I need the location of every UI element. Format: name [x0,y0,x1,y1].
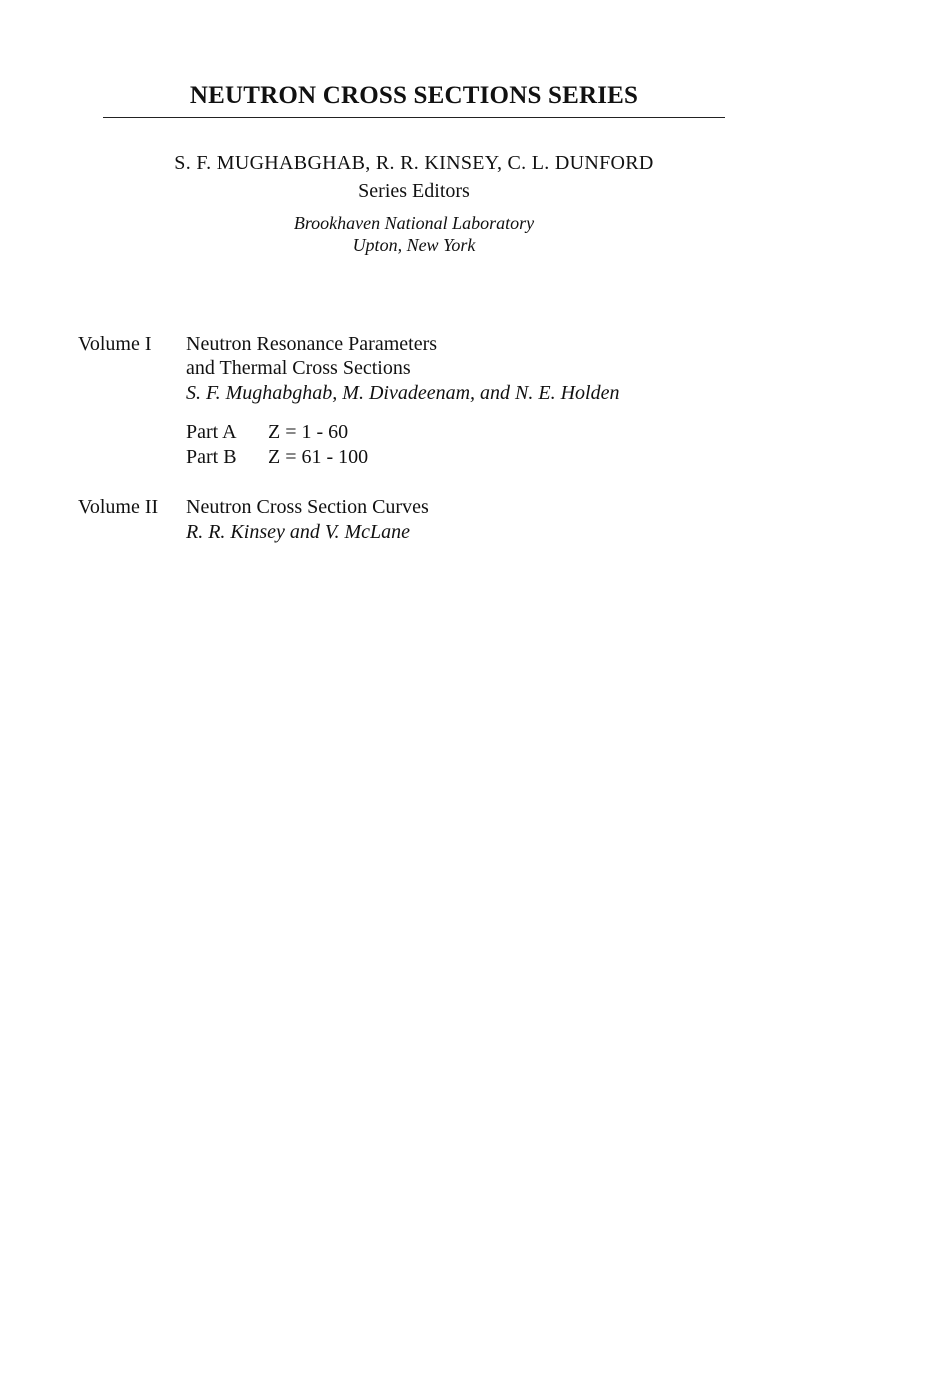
part-label: Part B [186,446,237,468]
series-editors: S. F. MUGHABGHAB, R. R. KINSEY, C. L. DUNFORD [174,152,654,174]
title-rule [103,117,725,118]
volume-label: Volume I [78,333,152,355]
affiliation-line-1: Brookhaven National Laboratory [293,213,535,233]
part-label: Part A [186,421,237,443]
volume-authors: R. R. Kinsey and V. McLane [186,521,411,543]
editors-role: Series Editors [358,180,470,202]
series-title: NEUTRON CROSS SECTIONS SERIES [189,82,639,109]
volume-label: Volume II [78,496,159,518]
volume-title-line-2: and Thermal Cross Sections [186,357,411,379]
affiliation-line-2: Upton, New York [352,235,476,255]
part-range: Z = 61 - 100 [268,446,369,468]
part-range: Z = 1 - 60 [268,421,349,443]
volume-title-line-1: Neutron Cross Section Curves [186,496,429,518]
volume-title-line-1: Neutron Resonance Parameters [186,333,438,355]
volume-authors: S. F. Mughabghab, M. Divadeenam, and N. E. Holden [186,382,620,404]
